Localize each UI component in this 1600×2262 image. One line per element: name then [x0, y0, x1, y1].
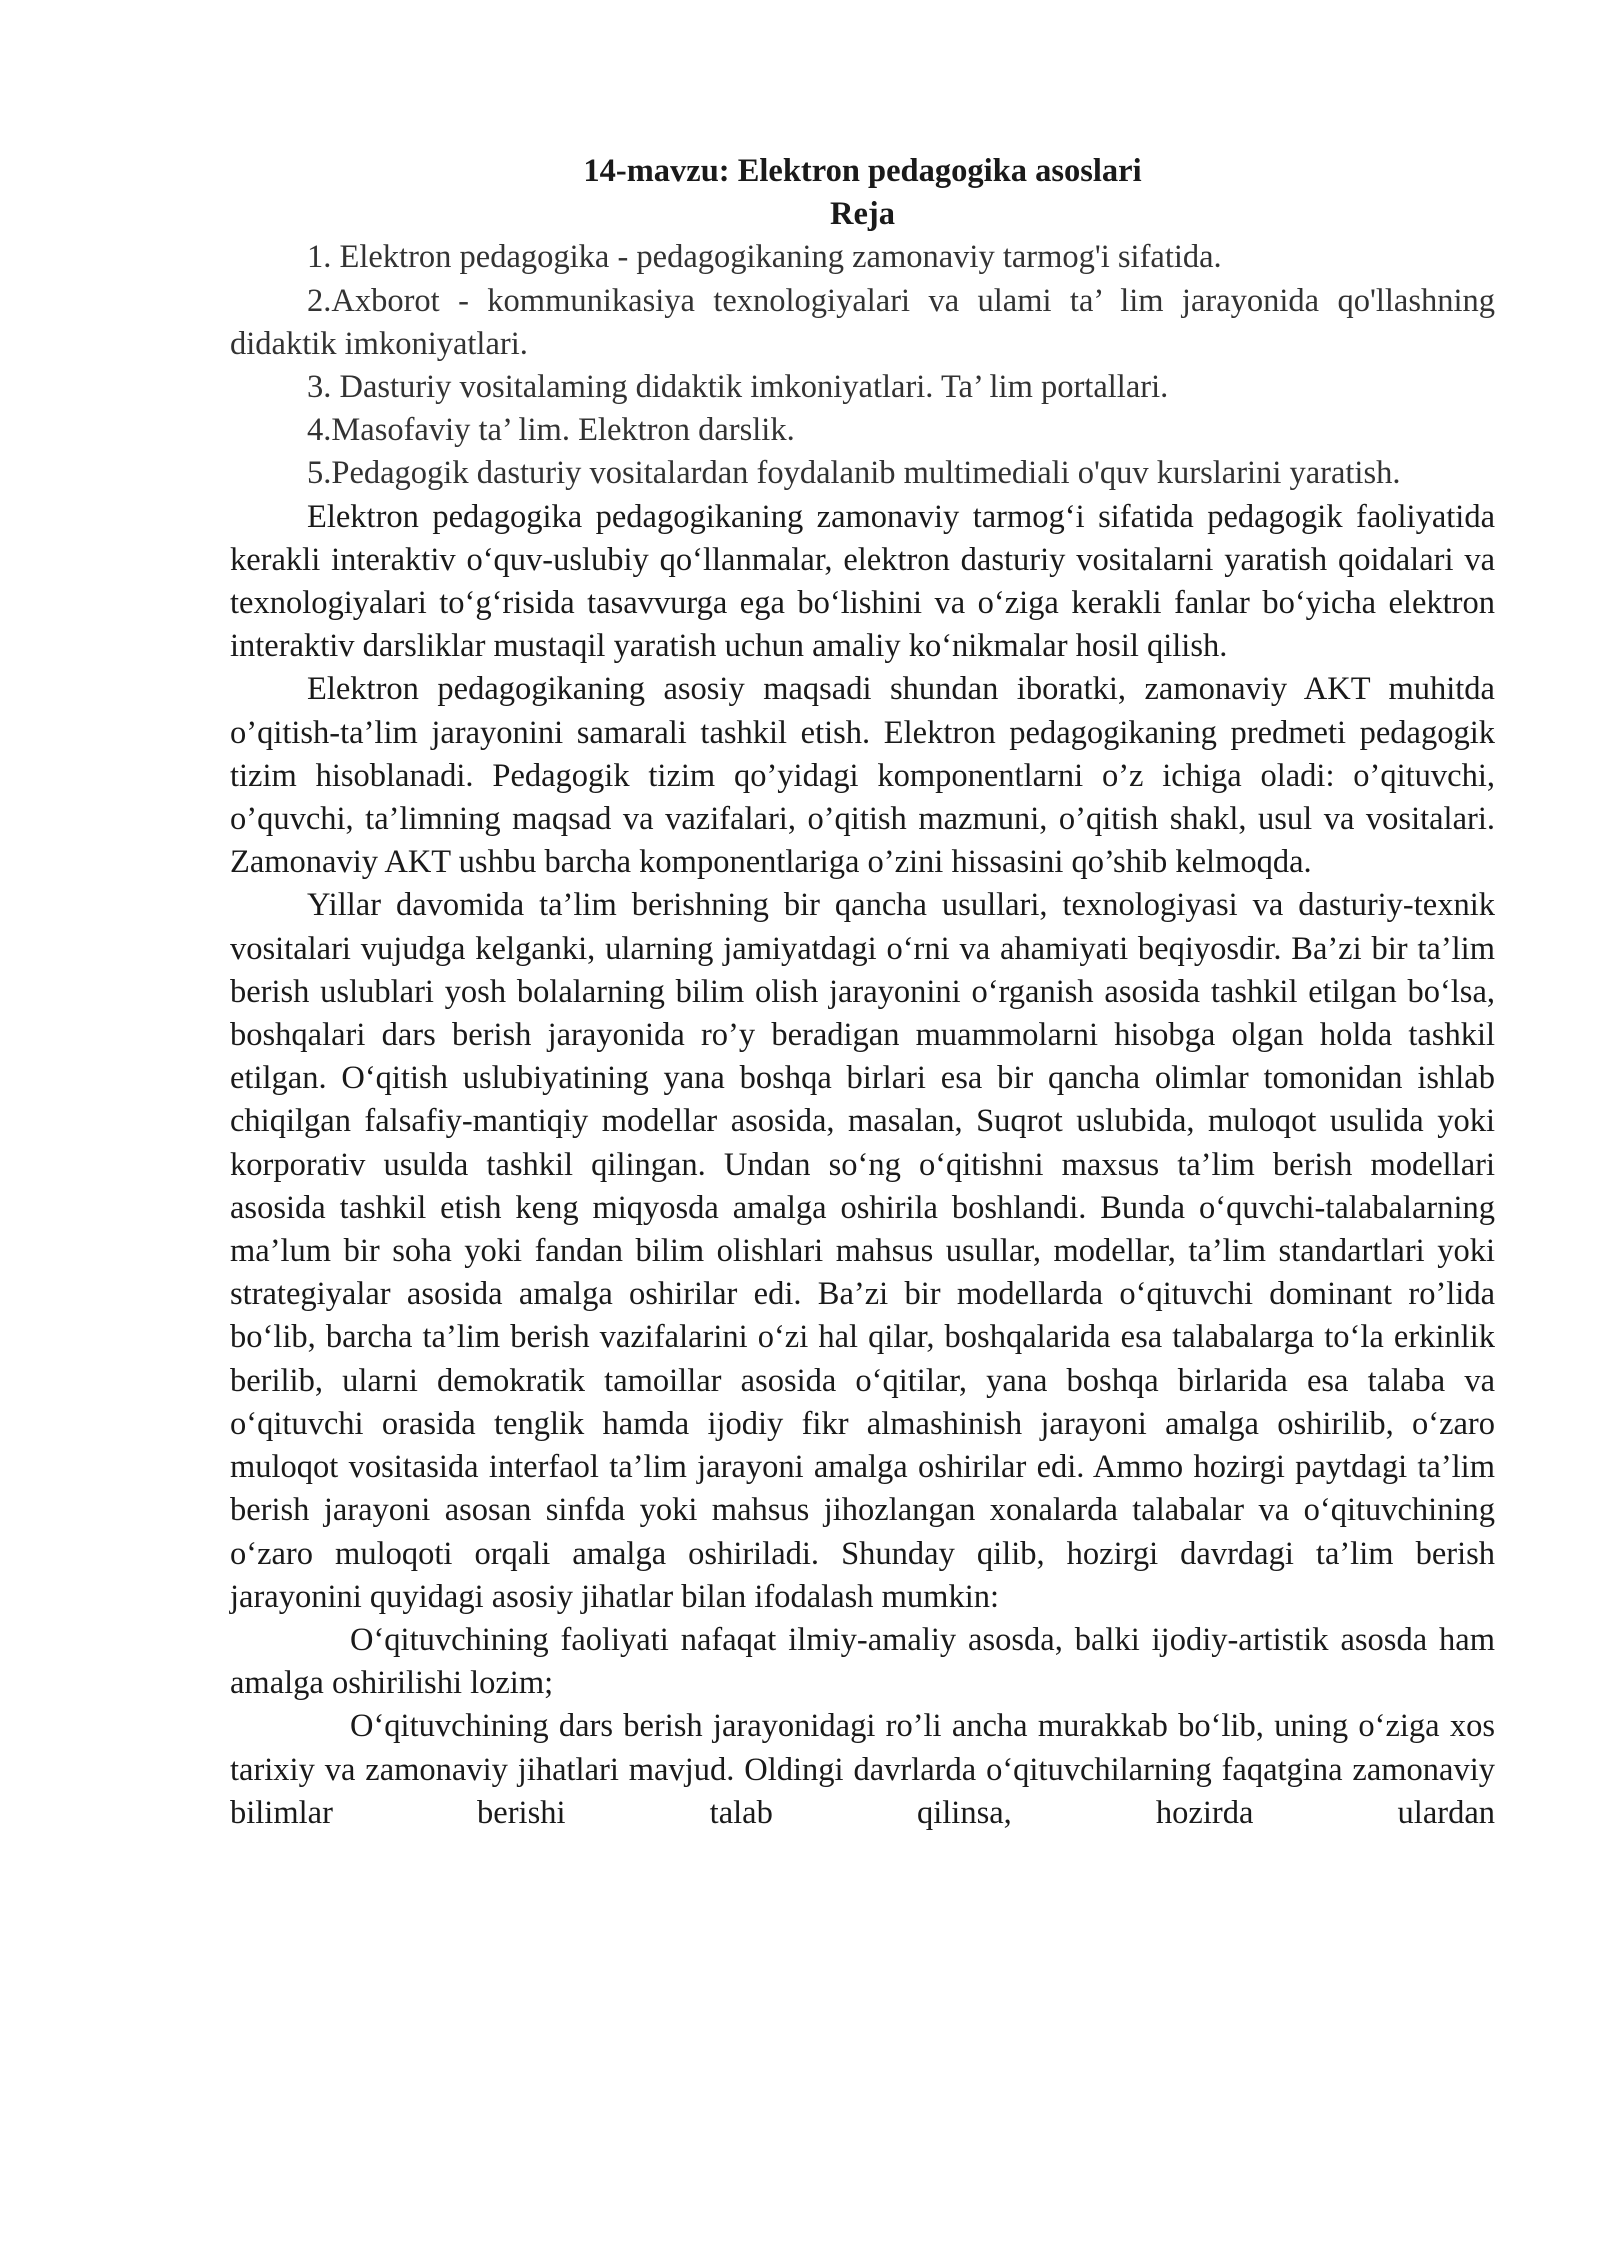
body-paragraph: O‘qituvchining dars berish jarayonidagi ro’li ancha murakkab bo‘lib, uning o‘ziga xos tarixiy va zamonaviy jihatlari mavjud. Oldingi davrlarda o‘qituvchilarning faqatgina zamonaviy bilimlar berishi talab qilinsa, hozirda ulardan	[230, 1708, 1495, 1831]
body-paragraph: Elektron pedagogikaning asosiy maqsadi shundan iboratki, zamonaviy AKT muhitda o’qitish-ta’lim jarayonini samarali tashkil etish. Elektron pedagogikaning predmeti pedagogik tizim hisoblanadi. Pedagogik tizim qo’yidagi komponentlarni o’z ichiga oladi: o’qituvchi, o’quvchi, ta’limning maqsad va vazifalari, o’qitish mazmuni, o’qitish shakl, usul va vositalari. Zamonaviy AKT ushbu barcha komponentlariga o’zini hissasini qo’shib kelmoqda.	[230, 671, 1495, 881]
plan-list	[230, 236, 1495, 495]
document-title: 14-mavzu: Elektron pedagogika asoslari	[583, 153, 1142, 189]
document-page	[230, 150, 1495, 1835]
plan-item: 1. Elektron pedagogika - pedagogikaning zamonaviy tarmog'i sifatida.	[307, 239, 1222, 276]
plan-item: 4.Masofaviy ta’ lim. Elektron darslik.	[307, 412, 795, 449]
plan-heading: Reja	[830, 196, 895, 233]
body-paragraph: O‘qituvchining faoliyati nafaqat ilmiy-amaliy asosda, balki ijodiy-artistik asosda ham amalga oshirilishi lozim;	[230, 1621, 1495, 1702]
body-paragraph: Elektron pedagogika pedagogikaning zamonaviy tarmog‘i sifatida pedagogik faoliyatida kerakli interaktiv o‘quv-uslubiy qo‘llanmalar, elektron dasturiy vositalarni yaratish qoidalari va texnologiyalari to‘g‘risida tasavvurga ega bo‘lishini va o‘ziga kerakli fanlar bo‘yicha elektron interaktiv darsliklar mustaqil yaratish uchun amaliy ko‘nikmalar hosil qilish.	[230, 498, 1495, 665]
body-paragraph: Yillar davomida ta’lim berishning bir qancha usullari, texnologiyasi va dasturiy-texnik vositalari vujudga kelganki, ularning jamiyatdagi o‘rni va ahamiyati beqiyosdir. Ba’zi bir ta’lim berish uslublari yosh bolalarning bilim olish jarayonini o‘rganish asosida tashkil etilgan bo‘lsa, boshqalari dars berish jarayonida ro’y beradigan muammolarni hisobga olgan holda tashkil etilgan. O‘qitish uslubiyatining yana boshqa birlari esa bir qancha olimlar tomonidan ishlab chiqilgan falsafiy-mantiqiy modellar asosida, masalan, Suqrot uslubida, muloqot usulida yoki korporativ usulda tashkil qilingan. Undan so‘ng o‘qitishni maxsus ta’lim berish modellari asosida tashkil etish keng miqyosda amalga oshirila boshlandi. Bunda o‘quvchi-talabalarning ma’lum bir soha yoki fandan bilim olishlari mahsus usullar, modellar, ta’lim standartlari yoki strategiyalar asosida amalga oshirilar edi. Ba’zi bir modellarda o‘qituvchi dominant ro’lida bo‘lib, barcha ta’lim berish vazifalarini o‘zi hal qilar, boshqalarida esa talabalarga to‘la erkinlik berilib, ularni demokratik tamoillar asosida o‘qitilar, yana boshqa birlarida esa talaba va o‘qituvchi orasida tenglik hamda ijodiy fikr almashinish jarayoni amalga oshirilib, o‘zaro muloqot vositasida interfaol ta’lim jarayoni amalga oshirilar edi. Ammo hozirgi paytdagi ta’lim berish jarayoni asosan sinfda yoki mahsus jihozlangan xonalarda talabalar va o‘qituvchining o‘zaro muloqoti orqali amalga oshiriladi. Shunday qilib, hozirgi davrdagi ta’lim berish jarayonini quyidagi asosiy jihatlar bilan ifodalash mumkin:	[230, 887, 1495, 1615]
plan-item: 2.Axborot - kommunikasiya texnologiyalari va ulami ta’ lim jarayonida qo'llashning didaktik imkoniyatlari.	[230, 282, 1495, 362]
plan-item: 3. Dasturiy vositalaming didaktik imkoniyatlari. Ta’ lim portallari.	[307, 369, 1169, 406]
plan-item: 5.Pedagogik dasturiy vositalardan foydalanib multimediali o'quv kurslarini yaratish.	[307, 455, 1401, 492]
